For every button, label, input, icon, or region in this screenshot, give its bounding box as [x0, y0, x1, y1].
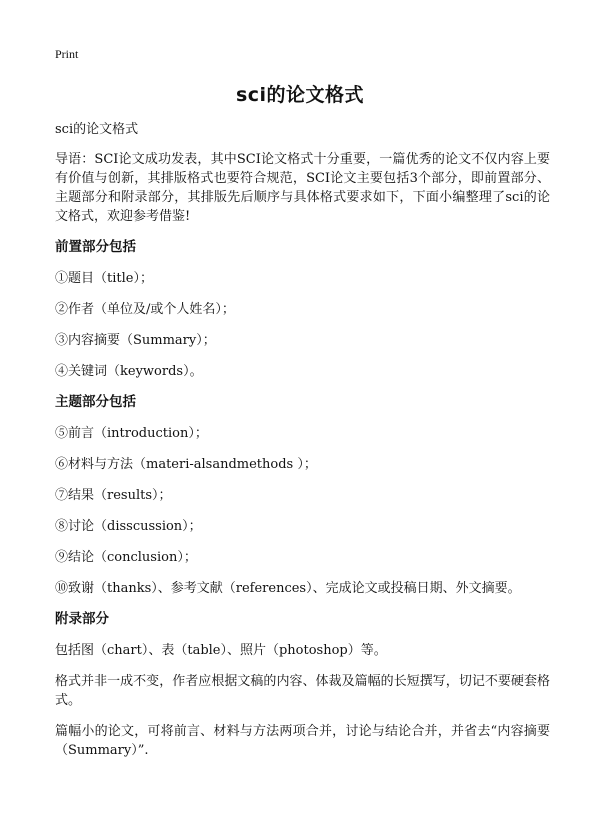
- list-item: ⑩致谢（thanks）、参考文献（references）、完成论文或投稿日期、外文摘要。: [55, 581, 521, 596]
- list-item: ③内容摘要（Summary）；: [55, 333, 216, 348]
- body-paragraph: 篇幅小的论文，可将前言、材料与方法两项合并，讨论与结论合并，并省去“内容摘要（Summary）”.: [55, 724, 550, 758]
- section-heading-appendix: 附录部分: [55, 611, 109, 627]
- section-heading-front: 前置部分包括: [55, 239, 136, 255]
- print-link[interactable]: Print: [55, 47, 79, 61]
- body-paragraph: 格式并非一成不变，作者应根据文稿的内容、体裁及篇幅的长短撰写，切记不要硬套格式。: [55, 674, 550, 708]
- list-item: ⑥材料与方法（materi-alsandmethods ）；: [55, 457, 317, 472]
- document-body: [55, 120, 550, 772]
- list-item: ④关键词（keywords）。: [55, 364, 203, 379]
- list-item: ②作者（单位及/或个人姓名）；: [55, 302, 235, 317]
- list-item: 包括图（chart）、表（table）、照片（photoshop）等。: [55, 643, 387, 658]
- intro-paragraph: 导语：SCI论文成功发表，其中SCI论文格式十分重要，一篇优秀的论文不仅内容上要有价值与创新，其排版格式也要符合规范，SCI论文主要包括3个部分，即前置部分、主题部分和附录部分，其排版先后顺序与具体格式要求如下，下面小编整理了sci的论文格式，欢迎参考借鉴!: [55, 152, 550, 224]
- list-item: ①题目（title）；: [55, 271, 153, 286]
- list-item: ⑦结果（results）；: [55, 488, 172, 503]
- document-subtitle: sci的论文格式: [55, 122, 139, 137]
- section-heading-main: 主题部分包括: [55, 394, 136, 410]
- list-item: ⑧讨论（disscussion）；: [55, 519, 202, 534]
- page-title: sci的论文格式: [235, 84, 365, 106]
- list-item: ⑤前言（introduction）；: [55, 426, 208, 441]
- list-item: ⑨结论（conclusion）；: [55, 550, 197, 565]
